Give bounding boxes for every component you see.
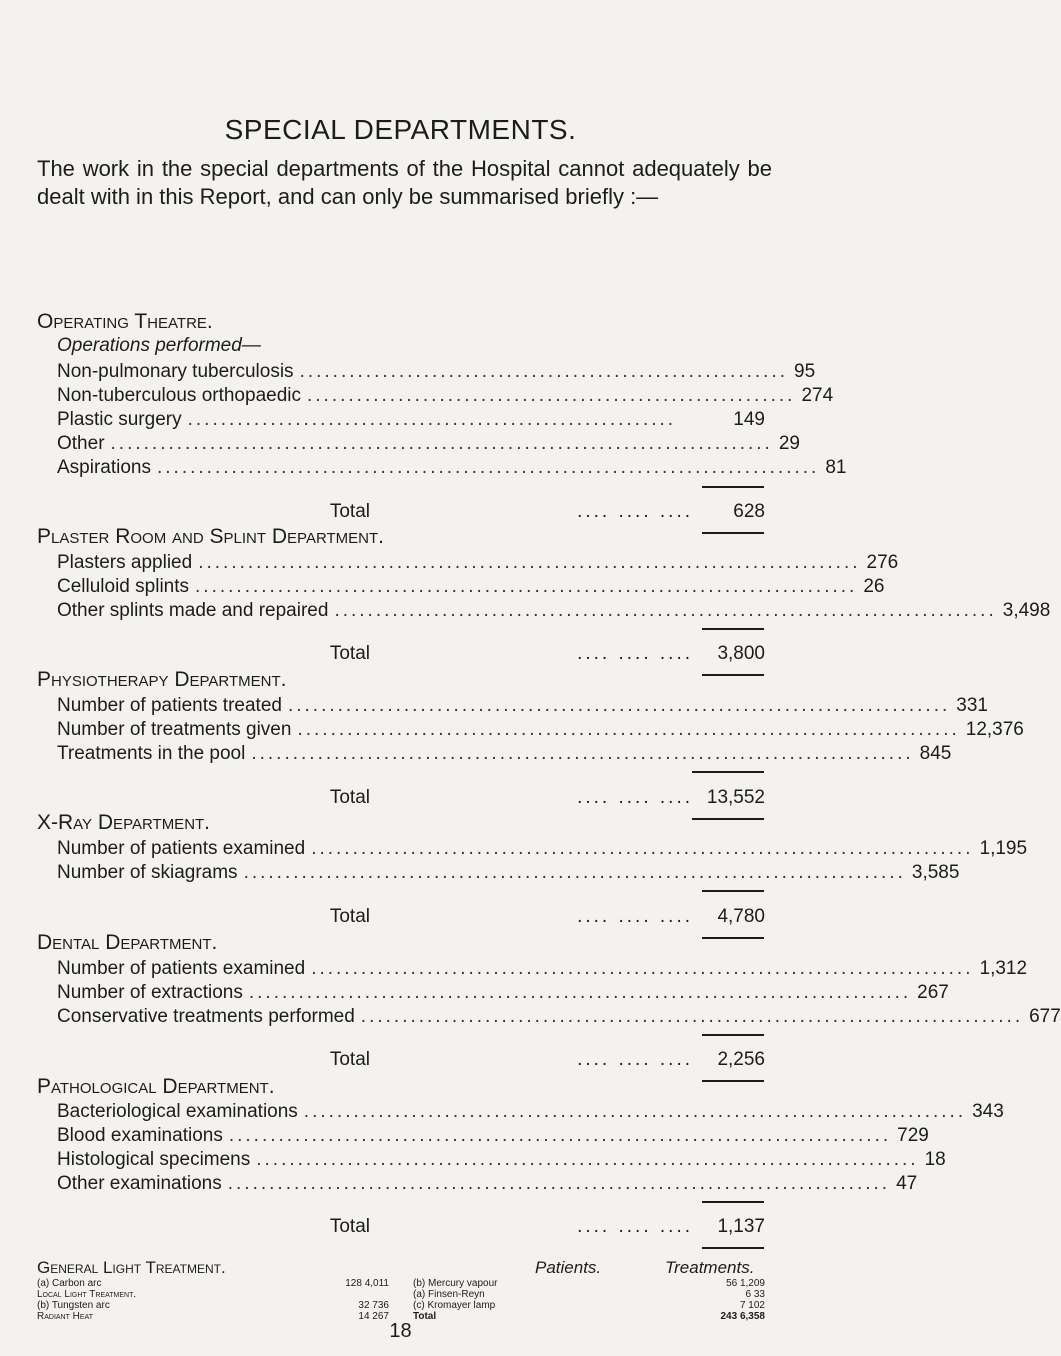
row-label: (c) Kromayer lamp <box>413 1300 496 1311</box>
section-heading-dental: Dental Department. <box>37 931 218 954</box>
row-values: 7 102 <box>739 1300 765 1311</box>
rule <box>702 628 764 630</box>
list-item <box>37 1278 389 1289</box>
list-item: Aspirations ................................................................................ 81 <box>57 457 847 478</box>
row-label: (a) Finsen-Reyn <box>413 1289 485 1300</box>
list-item: Number of patients treated ................................................................................ 331 <box>57 695 988 716</box>
list-item: Blood examinations ................................................................................ 729 <box>57 1125 929 1146</box>
list-item <box>37 1300 389 1311</box>
list-item: Histological specimens ................................................................................ 18 <box>57 1149 946 1170</box>
list-item: Number of extractions ................................................................................ 267 <box>57 982 949 1003</box>
list-item: Non-tuberculous orthopaedic ........................................................... 274 <box>57 385 834 406</box>
total-row: Total .... .... .... 1,137 <box>329 1216 765 1237</box>
list-item: Number of patients examined ................................................................................ 1,195 <box>57 838 1028 859</box>
page-number: 18 <box>389 1320 412 1342</box>
light-table <box>37 1278 765 1322</box>
intro-paragraph: The work in the special departments of the Hospital cannot adequately be dealt with in this Report, and can only be summarised briefly :— <box>37 156 772 209</box>
rule <box>702 890 764 892</box>
list-item <box>37 1289 389 1300</box>
list-item: Other examinations ................................................................................ 47 <box>57 1173 918 1194</box>
list-item <box>413 1278 765 1289</box>
rule <box>702 1080 764 1082</box>
row-values: 243 6,358 <box>720 1311 765 1322</box>
total-row: Total .... .... .... 2,256 <box>329 1049 765 1070</box>
total-row: Total .... .... .... 4,780 <box>329 906 765 927</box>
row-label: Radiant Heat <box>37 1311 93 1322</box>
list-item: Plasters applied ................................................................................ 276 <box>57 552 899 573</box>
row-values: 6 33 <box>745 1289 765 1300</box>
subheading-operations: Operations performed— <box>57 335 261 356</box>
section-heading-operating: Operating Theatre. <box>37 310 213 333</box>
rule <box>702 1201 764 1203</box>
list-item: Plastic surgery ........................................................... 149 <box>57 409 765 430</box>
total-row: Total .... .... .... 628 <box>329 501 765 522</box>
row-label: Local Light Treatment. <box>37 1289 137 1300</box>
list-item: Non-pulmonary tuberculosis ........................................................... 95 <box>57 361 816 382</box>
list-item: Number of patients examined ................................................................................ 1,312 <box>57 958 1028 979</box>
list-item: Conservative treatments performed ................................................................................ 677 <box>57 1006 1061 1027</box>
rule <box>702 674 764 676</box>
column-header-patients: Patients. <box>535 1258 602 1277</box>
list-item <box>37 1311 389 1322</box>
row-values: 32 736 <box>358 1300 389 1311</box>
row-values: 128 4,011 <box>345 1278 389 1289</box>
list-item: Number of skiagrams ................................................................................ 3,585 <box>57 862 960 883</box>
section-heading-plaster: Plaster Room and Splint Department. <box>37 525 384 548</box>
rule <box>692 771 764 773</box>
column-header-treatments: Treatments. <box>665 1258 755 1277</box>
rule <box>702 486 764 488</box>
row-label: Total <box>413 1311 437 1322</box>
total-row: Total .... .... .... 13,552 <box>329 787 765 808</box>
section-heading-xray: X-Ray Department. <box>37 811 211 834</box>
list-item: Other ................................................................................ 29 <box>57 433 800 454</box>
row-label: (b) Tungsten arc <box>37 1300 110 1311</box>
section-heading-path: Pathological Department. <box>37 1075 275 1098</box>
list-item: Celluloid splints ................................................................................ 26 <box>57 576 885 597</box>
section-heading-physio: Physiotherapy Department. <box>37 668 287 691</box>
list-item <box>413 1289 765 1300</box>
rule <box>692 818 764 820</box>
list-item: Bacteriological examinations ................................................................................ 343 <box>57 1101 1004 1122</box>
rule <box>702 532 764 534</box>
total-row: Total .... .... .... 3,800 <box>329 643 765 664</box>
list-item: Treatments in the pool ................................................................................ 845 <box>57 743 952 764</box>
row-label: (a) Carbon arc <box>37 1278 102 1289</box>
rule <box>702 1247 764 1249</box>
rule <box>702 1034 764 1036</box>
list-item: Other splints made and repaired ................................................................................ 3,498 <box>57 600 1051 621</box>
section-heading-general-light: General Light Treatment. <box>37 1258 226 1277</box>
row-values: 56 1,209 <box>726 1278 765 1289</box>
row-values: 14 267 <box>358 1311 389 1322</box>
rule <box>702 937 764 939</box>
total-row <box>413 1311 765 1322</box>
row-label: (b) Mercury vapour <box>413 1278 498 1289</box>
list-item: Number of treatments given ................................................................................ 12,376 <box>57 719 1024 740</box>
page-title: SPECIAL DEPARTMENTS. <box>224 114 577 145</box>
list-item <box>413 1300 765 1311</box>
